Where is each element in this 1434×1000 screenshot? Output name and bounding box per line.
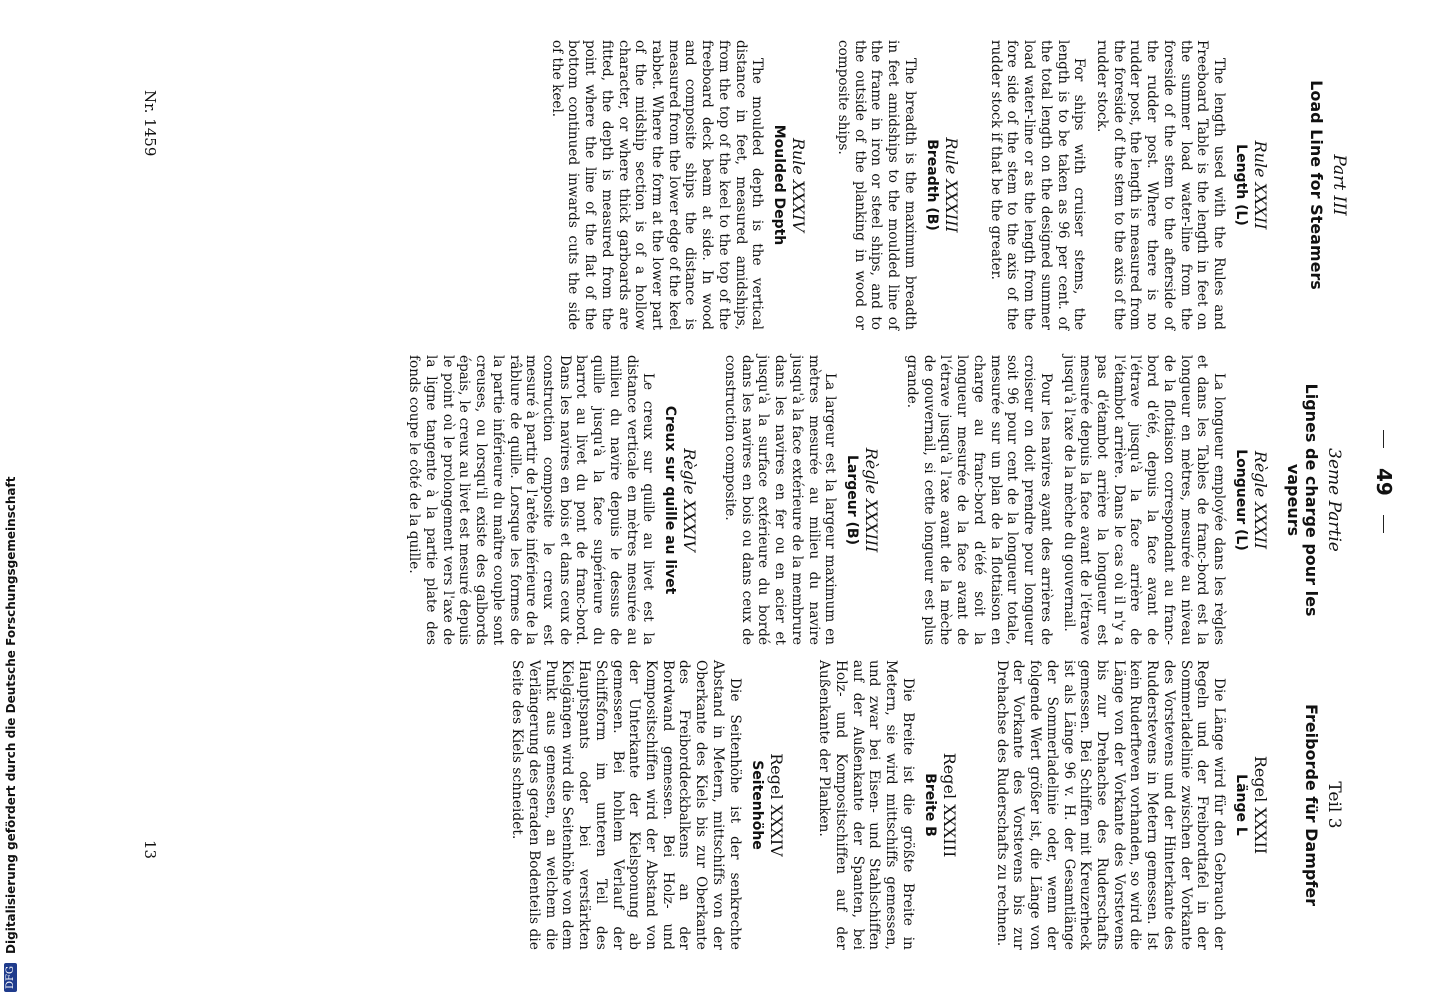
german-rule-32-paragraph-1: Die Länge wird für den Gebrauch der Regeln und der Freibordtafel in der Sommerladelinie zwischen der Vorkante des Vorstevens und der Hinterkante des Rudderstevens in Metern gemessen. Ist kein Ruderfteven vorhanden, so wird die Länge von der Vorkante des Vorstevens bis zur Drehachse des Ruderschafts gemessen. Bei Schiffen mit Kreuzerheck ist als Länge 96 v. H. der Gesamtlänge der Sommerladelinie oder, wenn der folgende Wert größer ist, die Länge von der Vorkante des Vorstevens bis zur Drehachse des Ruderschafts zu rechnen. [993, 660, 1227, 950]
french-part: 3eme Partie [1324, 448, 1344, 552]
french-rule-34-subheading: Creux sur quille au livet [662, 405, 679, 595]
german-rule-33-paragraph-1: Die Breite ist die größte Breite in Metern, sie wird mittschiffs gemessen, und zwar bei Eisen- und Stahlschiffen auf der Außenkante der Spanten, bei Holz- und Kompositschiffen auf der Außenkante der Planken. [816, 660, 916, 950]
french-rule-32-paragraph-2: Pour les navires ayant des arrières de croiseur on doit prendre pour longueur soit 96 pour cent de la longueur totale, mesurée sur un plan de la flottaison en charge au franc-bord d'été soit la longueur mesurée de la face avant de l'étrave jusqu'à l'axe avant de la mèche de gouvernail, si cette longueur est plus grande. [904, 355, 1054, 645]
german-header [1302, 660, 1362, 950]
english-rule-34-subheading: Moulded Depth [771, 124, 788, 246]
french-rule-34-paragraph-1: Le creux sur quille au livet est la distance verticale en mètres mesurée au milieu du navire depuis le dessus de quille jusqu'à la face supérieure du barrot au livet du pont de franc-bord. Dans les navires en bois et dans ceux de construction composite le creux est mesuré à partir de l'arête inférieure de la râblure de quille. Lorsque les formes de la partie inférieure du maître couple sont creuses, ou lorsqu'il existe des galbords épais, le creux au livet est mesuré depuis le point où le prolongement vers l'axe de la ligne tangente à la partie plate des fonds coupe le côté de la quille. [406, 355, 657, 645]
french-rule-32-subheading: Longueur (L) [1233, 449, 1249, 551]
english-rule-33-paragraph-1: The breadth is the maximum breadth in feet amidships to the moulded line of the frame in iron or steel ships, and to the outside of the planking in wood or composite ships. [835, 40, 918, 330]
french-rule-33-paragraph-1: La largeur est la largeur maximum en mètres mesurée au milieu du navire jusqu'à la face extérieure de la membrure dans les navires en fer ou en acier et jusqu'à la surface extérieure du bordé dans les navires en bois ou dans ceux de construction composite. [722, 355, 839, 645]
english-rule-33-subheading: Breadth (B) [923, 139, 940, 231]
footer-right: 13 [141, 840, 159, 860]
dfg-logo: DFG [4, 963, 17, 992]
page-number: 49 [1372, 468, 1396, 496]
english-rule-32-paragraph-1: The length used with the Rules and Freeboard Table is the length in feet on the summer load water-line from the foreside of the stem to the afterside of the rudder post. Where there is no rudder post, the length is measured from the foreside of the stem to the axis of the rudder stock. [1093, 40, 1227, 330]
english-header [1307, 40, 1349, 330]
french-rule-32-paragraph-1: La longueur employée dans les règles et dans les Tables de franc-bord est la longueur en mètres, mesurée au niveau de la flottaison correspondant au franc-bord d'été, depuis la face avant de l'étrave jusqu'à la face arrière de l'étambot arrière. Dans le cas où il n'y a pas d'étambot arrière la longueur est mesurée depuis la face avant de l'étrave jusqu'à l'axe de la mèche du gouvernail. [1060, 355, 1227, 645]
english-rule-33-heading: Rule XXXIII [941, 137, 961, 233]
german-rule-33-heading: Regel XXXIII [939, 752, 959, 858]
german-rule-34-heading: Regel XXXIV [766, 753, 786, 857]
english-rule-34-heading: Rule XXXIV [789, 137, 809, 233]
german-rule-33-subheading: Breite B [921, 773, 938, 837]
german-title: Freiborde für Dampfer [1302, 703, 1321, 907]
digitization-strip [0, 0, 22, 1000]
digitization-note: Digitalisierung gefördert durch die Deutsche Forschungsgemeinschaft [3, 476, 18, 954]
french-rule-32-heading: Règle XXXII [1251, 450, 1270, 550]
header-dash-right [1383, 515, 1384, 533]
footer-left: Nr. 1459 [141, 90, 159, 157]
german-rule-34-paragraph-1: Die Seitenhöhe ist der senkrechte Abstand in Metern, mittschiffs von der Oberkante des Kiels bis zur Oberkante des Freiborddeckbalkens an der Bordwand gemessen. Bei Holz- und Kompositschiffen wird der Abstand von der Unterkante der Kielsponung ab gemessen. Bei hohlem Verlauf der Schiffsform im unteren Teil des Hauptspants oder bei verstärkten Kielgängen wird die Seitenhöhe von dem Punkt aus gemessen, an welchem die Verlängerung des geraden Bodenteils die Seite des Kiels schneidet. [509, 660, 743, 950]
header-dash-left [1383, 430, 1384, 448]
german-part: Teil 3 [1324, 781, 1344, 829]
french-column [400, 355, 1284, 645]
french-rule-33-heading: Règle XXXIII [862, 447, 882, 553]
english-rule-32-subheading: Length (L) [1233, 144, 1249, 226]
english-title: Load Line for Steamers [1307, 80, 1326, 290]
german-rule-32-heading: Regel XXXII [1251, 755, 1270, 855]
english-rule-32-heading: Rule XXXII [1251, 140, 1270, 230]
german-column [503, 660, 1284, 950]
english-rule-32-paragraph-2: For ships with cruiser stems, the length is to be taken as 96 per cent. of the total length on the designed summer load water-line or as the length from the fore side of the stem to the axis of the rudder stock if that be the greater. [987, 40, 1088, 330]
french-header [1283, 355, 1362, 645]
german-rule-32-subheading: Länge L [1233, 774, 1249, 836]
french-rule-34-heading: Règle XXXIV [680, 448, 700, 552]
english-part: Part III [1329, 154, 1349, 216]
german-rule-34-subheading: Seitenhöhe [748, 760, 765, 850]
french-rule-33-subheading: Largeur (B) [844, 454, 861, 545]
english-rule-34-paragraph-1: The moulded depth is the vertical distance in feet, measured amidships, from the top of the keel to the top of the freeboard deck beam at side. In wood and composite ships the distance is measured from the lower edge of the keel rabbet. Where the form at the lower part of the midship section is of a hollow character, or where thick garboards are fitted, the depth is measured from the point where the line of the flat of the bottom continued inwards cuts the side of the keel. [548, 40, 766, 330]
french-title: Lignes de charge pour les vapeurs [1283, 383, 1321, 617]
english-column [542, 40, 1284, 330]
